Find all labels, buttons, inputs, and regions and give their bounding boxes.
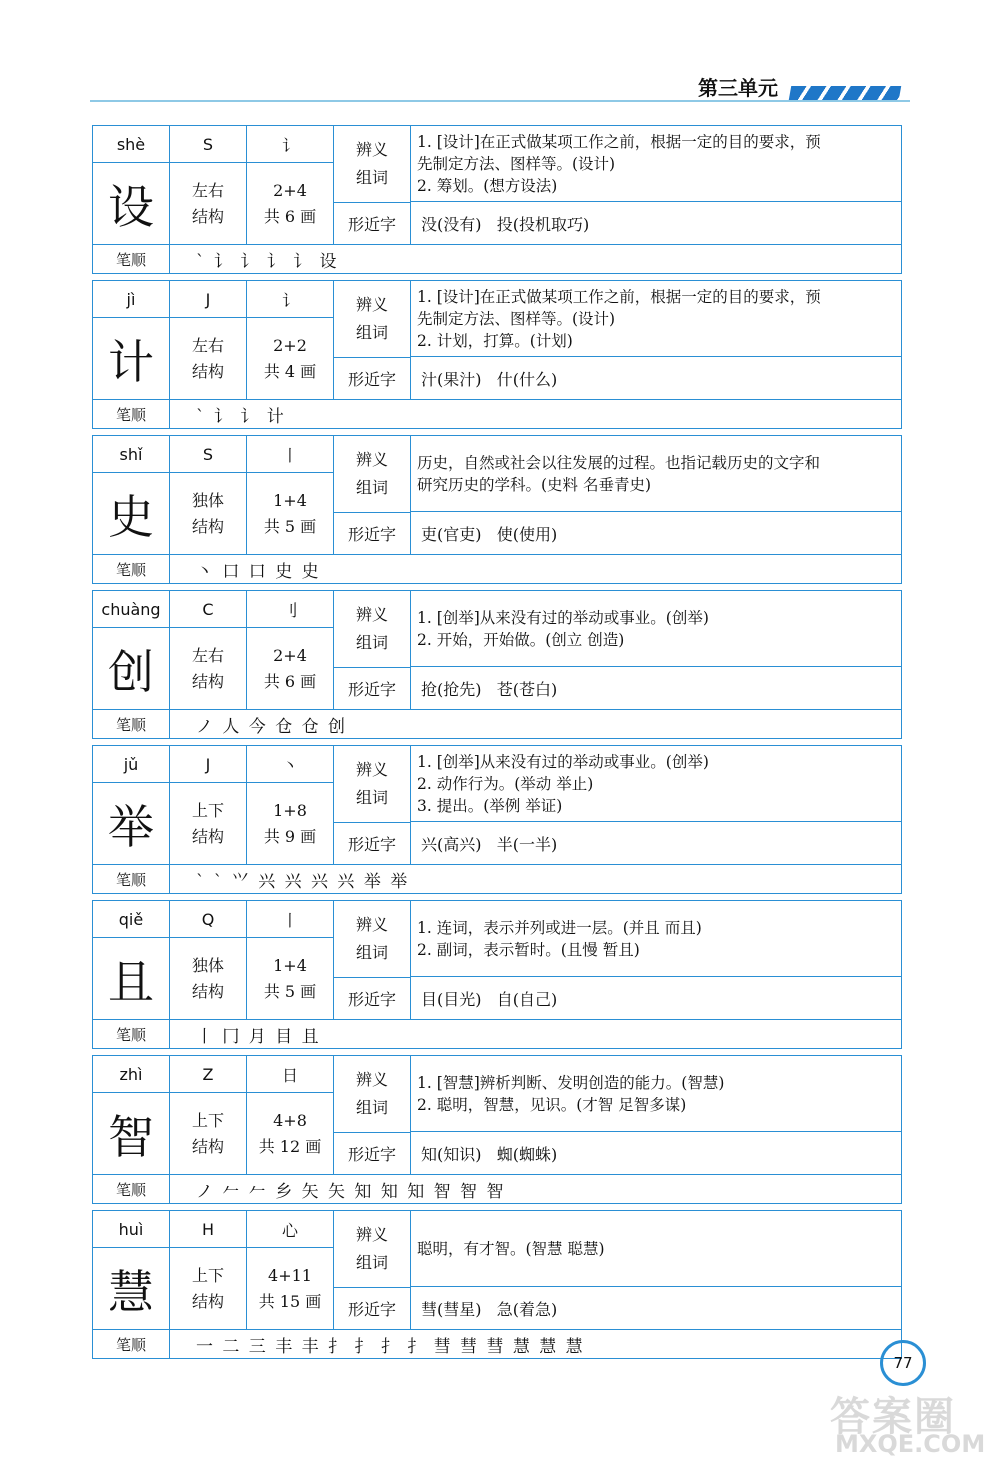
stroke-split: 2+4 — [273, 180, 307, 200]
label-bianyi: 辨义 — [355, 760, 388, 779]
structure-label: 结构 — [191, 981, 224, 1001]
similar-characters: 目(目光) 自(自己) — [421, 989, 558, 1009]
page-number: 77 — [880, 1340, 926, 1386]
char-column — [93, 281, 170, 399]
definition-line: 1. [设计]在正式做某项工作之前，根据一定的目的要求，预 — [417, 287, 821, 306]
definition — [411, 746, 901, 822]
label-bishun: 笔顺 — [93, 1020, 170, 1048]
pinyin: shǐ — [93, 436, 169, 473]
structure-column — [170, 901, 247, 1019]
stroke-split: 1+4 — [273, 955, 307, 975]
label-xingjinzi: 形近字 — [347, 525, 396, 544]
structure-type: 上下 — [191, 1110, 224, 1130]
definition-line: 2. 聪明，智慧，见识。(才智 足智多谋) — [417, 1095, 687, 1114]
structure-column — [170, 1211, 247, 1329]
initial-letter: S — [170, 126, 246, 163]
label-column — [334, 436, 411, 554]
label-xingjinzi: 形近字 — [347, 680, 396, 699]
stroke-total: 共 5 画 — [263, 981, 317, 1001]
label-xingjinzi: 形近字 — [347, 1300, 396, 1319]
character-entry — [92, 125, 902, 274]
initial-letter: J — [170, 281, 246, 318]
stroke-order: 丨 冂 月 目 且 — [196, 1026, 321, 1047]
structure-type: 左右 — [191, 645, 224, 665]
definition — [411, 901, 901, 977]
definition — [411, 281, 901, 357]
definition-line: 1. [智慧]辨析判断、发明创造的能力。(智慧) — [417, 1073, 725, 1092]
label-zuci: 组词 — [355, 943, 388, 962]
similar-characters: 彗(彗星) 急(着急) — [421, 1299, 558, 1319]
label-bianyi: 辨义 — [355, 1225, 388, 1244]
radical: 丨 — [247, 901, 333, 938]
label-bianyi: 辨义 — [355, 450, 388, 469]
character-entry — [92, 900, 902, 1049]
similar-characters: 吏(官吏) 使(使用) — [421, 524, 558, 544]
content-column — [411, 746, 901, 864]
similar-characters: 抢(抢先) 苍(苍白) — [421, 679, 558, 699]
label-bianyi: 辨义 — [355, 1070, 388, 1089]
label-bishun: 笔顺 — [93, 710, 170, 738]
label-bishun: 笔顺 — [93, 1330, 170, 1358]
definition-line: 2. 动作行为。(举动 举止) — [417, 774, 594, 793]
char-column — [93, 901, 170, 1019]
stroke-total: 共 12 画 — [258, 1136, 322, 1156]
character-entry — [92, 590, 902, 739]
structure-label: 结构 — [191, 671, 224, 691]
structure-label: 结构 — [191, 516, 224, 536]
label-xingjinzi: 形近字 — [347, 835, 396, 854]
label-xingjinzi: 形近字 — [347, 990, 396, 1009]
content-column — [411, 901, 901, 1019]
character: 举 — [108, 799, 154, 854]
similar-characters: 兴(高兴) 半(一半) — [421, 834, 558, 854]
radical-column — [247, 591, 334, 709]
radical-column — [247, 1211, 334, 1329]
content-column — [411, 1056, 901, 1174]
label-zuci: 组词 — [355, 788, 388, 807]
definition-line: 2. 副词，表示暂时。(且慢 暂且) — [417, 940, 640, 959]
definition-line: 1. [创举]从来没有过的举动或事业。(创举) — [417, 608, 709, 627]
structure-column — [170, 1056, 247, 1174]
definition — [411, 436, 901, 512]
char-column — [93, 591, 170, 709]
character: 计 — [108, 334, 154, 389]
content-column — [411, 591, 901, 709]
header-decoration — [789, 86, 901, 100]
definition-line: 历史，自然或社会以往发展的过程。也指记载历史的文字和 — [417, 453, 821, 472]
content-column — [411, 436, 901, 554]
initial-letter: H — [170, 1211, 246, 1248]
stroke-total: 共 4 画 — [263, 361, 317, 381]
stroke-split: 1+8 — [273, 800, 307, 820]
definition-line: 1. [创举]从来没有过的举动或事业。(创举) — [417, 752, 709, 771]
stroke-total: 共 5 画 — [263, 516, 317, 536]
character: 且 — [108, 954, 154, 1009]
definition-line: 2. 计划，打算。(计划) — [417, 331, 573, 350]
radical: 丶 — [247, 746, 333, 783]
structure-column — [170, 281, 247, 399]
structure-type: 上下 — [191, 800, 224, 820]
radical-column — [247, 436, 334, 554]
pinyin: qiě — [93, 901, 169, 938]
watermark-logo: 答案圈 — [830, 1394, 956, 1440]
structure-type: 独体 — [191, 955, 224, 975]
definition-line: 聪明，有才智。(智慧 聪慧) — [417, 1239, 605, 1258]
stroke-total: 共 9 画 — [263, 826, 317, 846]
label-xingjinzi: 形近字 — [347, 215, 396, 234]
initial-letter: Q — [170, 901, 246, 938]
character-entry — [92, 280, 902, 429]
structure-label: 结构 — [191, 361, 224, 381]
definition-line: 1. 连词，表示并列或进一层。(并且 而且) — [417, 918, 702, 937]
character: 智 — [108, 1109, 154, 1164]
content-column — [411, 126, 901, 244]
label-column — [334, 1211, 411, 1329]
stroke-split: 2+4 — [273, 645, 307, 665]
pinyin: jǔ — [93, 746, 169, 783]
char-column — [93, 746, 170, 864]
radical: 丨 — [247, 436, 333, 473]
label-bishun: 笔顺 — [93, 1175, 170, 1203]
label-bianyi: 辨义 — [355, 140, 388, 159]
label-column — [334, 126, 411, 244]
stroke-order: ノ 人 今 仓 仓 创 — [196, 716, 348, 737]
label-bianyi: 辨义 — [355, 605, 388, 624]
stroke-order: ` ` ⺍ 兴 兴 兴 兴 举 举 — [196, 871, 410, 892]
character-entry — [92, 745, 902, 894]
character-entry — [92, 435, 902, 584]
radical: 讠 — [247, 126, 333, 163]
initial-letter: J — [170, 746, 246, 783]
structure-type: 左右 — [191, 335, 224, 355]
radical: 心 — [247, 1211, 333, 1248]
stroke-order: ` 讠 讠 计 — [196, 406, 286, 427]
structure-column — [170, 126, 247, 244]
pinyin: shè — [93, 126, 169, 163]
stroke-split: 1+4 — [273, 490, 307, 510]
character: 设 — [108, 179, 154, 234]
character-entry — [92, 1055, 902, 1204]
definition-line: 先制定方法、图样等。(设计) — [417, 309, 616, 328]
structure-type: 左右 — [191, 180, 224, 200]
similar-characters: 知(知识) 蜘(蜘蛛) — [421, 1144, 558, 1164]
content-column — [411, 1211, 901, 1329]
stroke-order: 一 二 三 丰 丰 扌 扌 扌 扌 彗 彗 彗 慧 慧 慧 — [196, 1336, 585, 1357]
label-column — [334, 281, 411, 399]
character: 创 — [108, 644, 154, 699]
radical-column — [247, 281, 334, 399]
initial-letter: Z — [170, 1056, 246, 1093]
definition-line: 2. 开始，开始做。(创立 创造) — [417, 630, 625, 649]
structure-column — [170, 746, 247, 864]
label-zuci: 组词 — [355, 633, 388, 652]
label-bishun: 笔顺 — [93, 865, 170, 893]
structure-label: 结构 — [191, 826, 224, 846]
stroke-total: 共 6 画 — [263, 671, 317, 691]
character-entry — [92, 1210, 902, 1359]
content-column — [411, 281, 901, 399]
similar-characters: 没(没有) 投(投机取巧) — [421, 214, 590, 234]
structure-type: 上下 — [191, 1265, 224, 1285]
structure-label: 结构 — [191, 206, 224, 226]
label-zuci: 组词 — [355, 1253, 388, 1272]
stroke-split: 4+8 — [273, 1110, 307, 1130]
char-column — [93, 1056, 170, 1174]
radical: 日 — [247, 1056, 333, 1093]
stroke-split: 2+2 — [273, 335, 307, 355]
stroke-order: 丶 口 口 史 史 — [196, 561, 321, 582]
char-column — [93, 126, 170, 244]
definition-line: 研究历史的学科。(史料 名垂青史) — [417, 475, 652, 494]
pinyin: chuàng — [93, 591, 169, 628]
definition-line: 先制定方法、图样等。(设计) — [417, 154, 616, 173]
structure-column — [170, 436, 247, 554]
char-column — [93, 436, 170, 554]
stroke-split: 4+11 — [268, 1265, 312, 1285]
definition — [411, 126, 901, 202]
radical-column — [247, 746, 334, 864]
label-bianyi: 辨义 — [355, 295, 388, 314]
label-zuci: 组词 — [355, 1098, 388, 1117]
definition — [411, 1211, 901, 1287]
structure-column — [170, 591, 247, 709]
label-bishun: 笔顺 — [93, 555, 170, 583]
definition-line: 3. 提出。(举例 举证) — [417, 796, 563, 815]
initial-letter: C — [170, 591, 246, 628]
definition — [411, 1056, 901, 1132]
label-zuci: 组词 — [355, 323, 388, 342]
character: 慧 — [108, 1264, 154, 1319]
char-column — [93, 1211, 170, 1329]
label-bianyi: 辨义 — [355, 915, 388, 934]
radical: 讠 — [247, 281, 333, 318]
label-xingjinzi: 形近字 — [347, 370, 396, 389]
header-rule — [90, 100, 910, 102]
unit-title: 第三单元 — [698, 76, 778, 100]
structure-label: 结构 — [191, 1291, 224, 1311]
similar-characters: 汁(果汁) 什(什么) — [421, 369, 558, 389]
stroke-order: ` 讠 讠 讠 讠 设 — [196, 251, 339, 272]
label-zuci: 组词 — [355, 168, 388, 187]
label-bishun: 笔顺 — [93, 245, 170, 273]
initial-letter: S — [170, 436, 246, 473]
label-column — [334, 591, 411, 709]
radical-column — [247, 1056, 334, 1174]
radical-column — [247, 126, 334, 244]
label-column — [334, 746, 411, 864]
stroke-total: 共 15 画 — [258, 1291, 322, 1311]
label-bishun: 笔顺 — [93, 400, 170, 428]
definition-line: 1. [设计]在正式做某项工作之前，根据一定的目的要求，预 — [417, 132, 821, 151]
label-column — [334, 1056, 411, 1174]
definition — [411, 591, 901, 667]
character-table — [92, 125, 902, 1359]
character: 史 — [108, 489, 154, 544]
stroke-total: 共 6 画 — [263, 206, 317, 226]
structure-type: 独体 — [191, 490, 224, 510]
label-zuci: 组词 — [355, 478, 388, 497]
pinyin: zhì — [93, 1056, 169, 1093]
radical-column — [247, 901, 334, 1019]
pinyin: jì — [93, 281, 169, 318]
label-column — [334, 901, 411, 1019]
label-xingjinzi: 形近字 — [347, 1145, 396, 1164]
pinyin: huì — [93, 1211, 169, 1248]
watermark-url: MXQE.COM — [835, 1430, 986, 1458]
radical: 刂 — [247, 591, 333, 628]
definition-line: 2. 筹划。(想方设法) — [417, 176, 558, 195]
stroke-order: ノ 𠂉 𠂉 乡 矢 矢 知 知 知 智 智 智 — [196, 1181, 506, 1202]
structure-label: 结构 — [191, 1136, 224, 1156]
